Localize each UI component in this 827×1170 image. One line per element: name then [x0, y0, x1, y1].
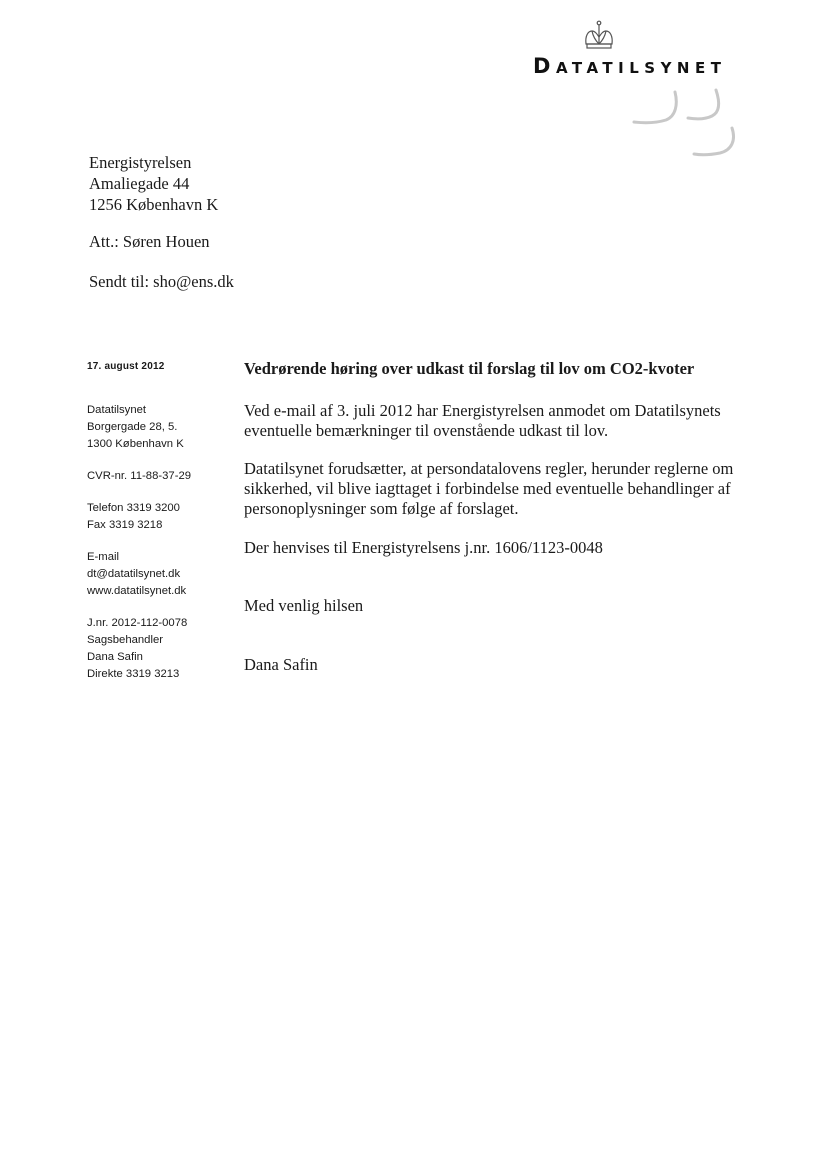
letter-subject: Vedrørende høring over udkast til forslag til lov om CO2-kvoter: [244, 359, 695, 378]
recipient-address: [89, 152, 218, 215]
closing-greeting: Med venlig hilsen: [244, 596, 364, 615]
paragraph-2: [244, 459, 764, 519]
sender-phone: Telefon 3319 3200: [87, 502, 180, 514]
recipient-city: 1256 København K: [89, 195, 219, 214]
caseworker-label: Sagsbehandler: [87, 634, 164, 646]
reference-line: Der henvises til Energistyrelsens j.nr. 1606/1123-0048: [244, 538, 603, 557]
signer-name: Dana Safin: [244, 655, 318, 674]
handwritten-marks-icon: [628, 86, 748, 166]
sender-fax: Fax 3319 3218: [87, 519, 163, 531]
sender-org: Datatilsynet: [87, 404, 147, 416]
direct-phone: Direkte 3319 3213: [87, 668, 180, 680]
logo-rest-letters: ATATILSYNET: [555, 59, 727, 77]
paragraph-2-line: personoplysninger som følge af forslaget.: [244, 499, 519, 518]
caseworker-name: Dana Safin: [87, 651, 143, 663]
logo-wordmark: [533, 54, 763, 78]
letter-date: 17. august 2012: [87, 361, 165, 372]
sender-website: www.datatilsynet.dk: [87, 585, 187, 597]
sender-email-label: E-mail: [87, 551, 120, 563]
sender-cvr: CVR-nr. 11-88-37-29: [87, 470, 192, 482]
logo-first-letter: D: [533, 54, 556, 78]
recipient-name: Energistyrelsen: [89, 153, 192, 172]
crown-icon: [582, 20, 616, 50]
paragraph-1-line: Ved e-mail af 3. juli 2012 har Energistyrelsen anmodet om Datatilsynets: [244, 401, 721, 420]
sender-street: Borgergade 28, 5.: [87, 421, 178, 433]
sent-to-line: Sendt til: sho@ens.dk: [89, 272, 234, 291]
paragraph-2-line: sikkerhed, vil blive iagttaget i forbindelse med eventuelle behandlinger af: [244, 479, 731, 498]
sender-email: dt@datatilsynet.dk: [87, 568, 181, 580]
paragraph-3: [244, 538, 764, 558]
sender-city: 1300 København K: [87, 438, 184, 450]
sender-sidebar: [87, 402, 191, 683]
paragraph-1: [244, 401, 764, 441]
journal-number: J.nr. 2012-112-0078: [87, 617, 188, 629]
paragraph-2-line: Datatilsynet forudsætter, at persondatalovens regler, herunder reglerne om: [244, 459, 734, 478]
paragraph-1-line: eventuelle bemærkninger til ovenstående udkast til lov.: [244, 421, 609, 440]
attention-line: Att.: Søren Houen: [89, 232, 210, 251]
recipient-street: Amaliegade 44: [89, 174, 190, 193]
